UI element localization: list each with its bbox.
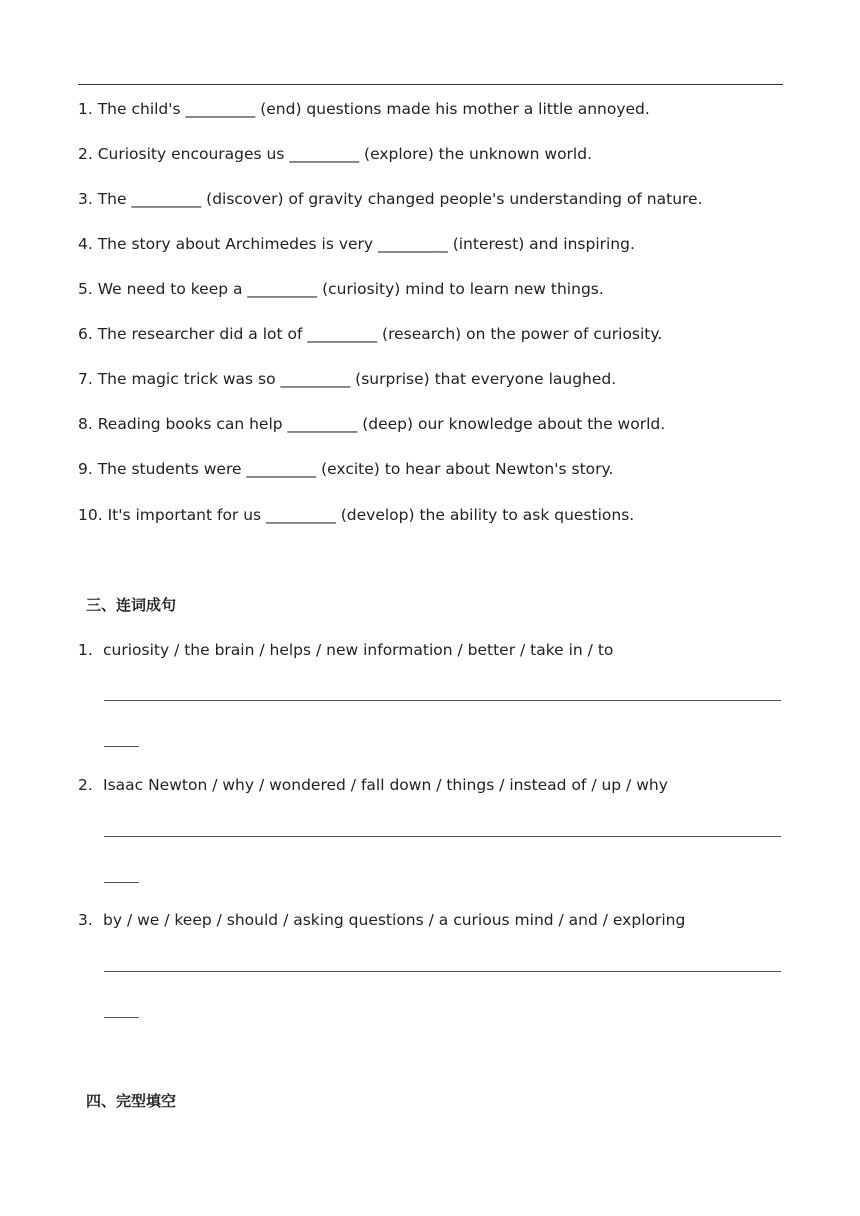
answer-line-continuation — [104, 882, 139, 883]
fill-in-item-3: 3. The _________ (discover) of gravity changed people's understanding of nature. — [78, 190, 703, 208]
answer-line — [104, 836, 781, 837]
fill-in-item-7: 7. The magic trick was so _________ (surprise) that everyone laughed. — [78, 370, 617, 388]
fill-in-item-5: 5. We need to keep a _________ (curiosity) mind to learn new things. — [78, 280, 604, 298]
fill-in-item-4: 4. The story about Archimedes is very _________ (interest) and inspiring. — [78, 235, 635, 253]
answer-line-continuation — [104, 1017, 139, 1018]
ordering-item-2 — [78, 775, 668, 795]
fill-in-item-10: 10. It's important for us _________ (develop) the ability to ask questions. — [78, 506, 635, 524]
section-heading-cloze: 四、完型填空 — [86, 1092, 177, 1110]
fill-in-item-8: 8. Reading books can help _________ (deep) our knowledge about the world. — [78, 415, 666, 433]
answer-line — [104, 971, 781, 972]
ordering-item-number: 3. — [78, 911, 93, 929]
ordering-item-words: curiosity / the brain / helps / new information / better / take in / to — [103, 641, 614, 659]
top-divider — [78, 84, 783, 85]
ordering-item-3 — [78, 910, 685, 930]
fill-in-item-2: 2. Curiosity encourages us _________ (explore) the unknown world. — [78, 145, 593, 163]
ordering-item-number: 1. — [78, 641, 93, 659]
ordering-item-number: 2. — [78, 776, 93, 794]
ordering-item-words: by / we / keep / should / asking questions / a curious mind / and / exploring — [103, 911, 686, 929]
fill-in-item-1: 1. The child's _________ (end) questions made his mother a little annoyed. — [78, 100, 650, 118]
answer-line — [104, 700, 781, 701]
fill-in-item-9: 9. The students were _________ (excite) to hear about Newton's story. — [78, 460, 614, 478]
section-heading-sentence-ordering: 三、连词成句 — [86, 596, 177, 614]
answer-line-continuation — [104, 746, 139, 747]
ordering-item-1 — [78, 640, 613, 660]
ordering-item-words: Isaac Newton / why / wondered / fall down / things / instead of / up / why — [103, 776, 668, 794]
fill-in-item-6: 6. The researcher did a lot of _________ (research) on the power of curiosity. — [78, 325, 663, 343]
